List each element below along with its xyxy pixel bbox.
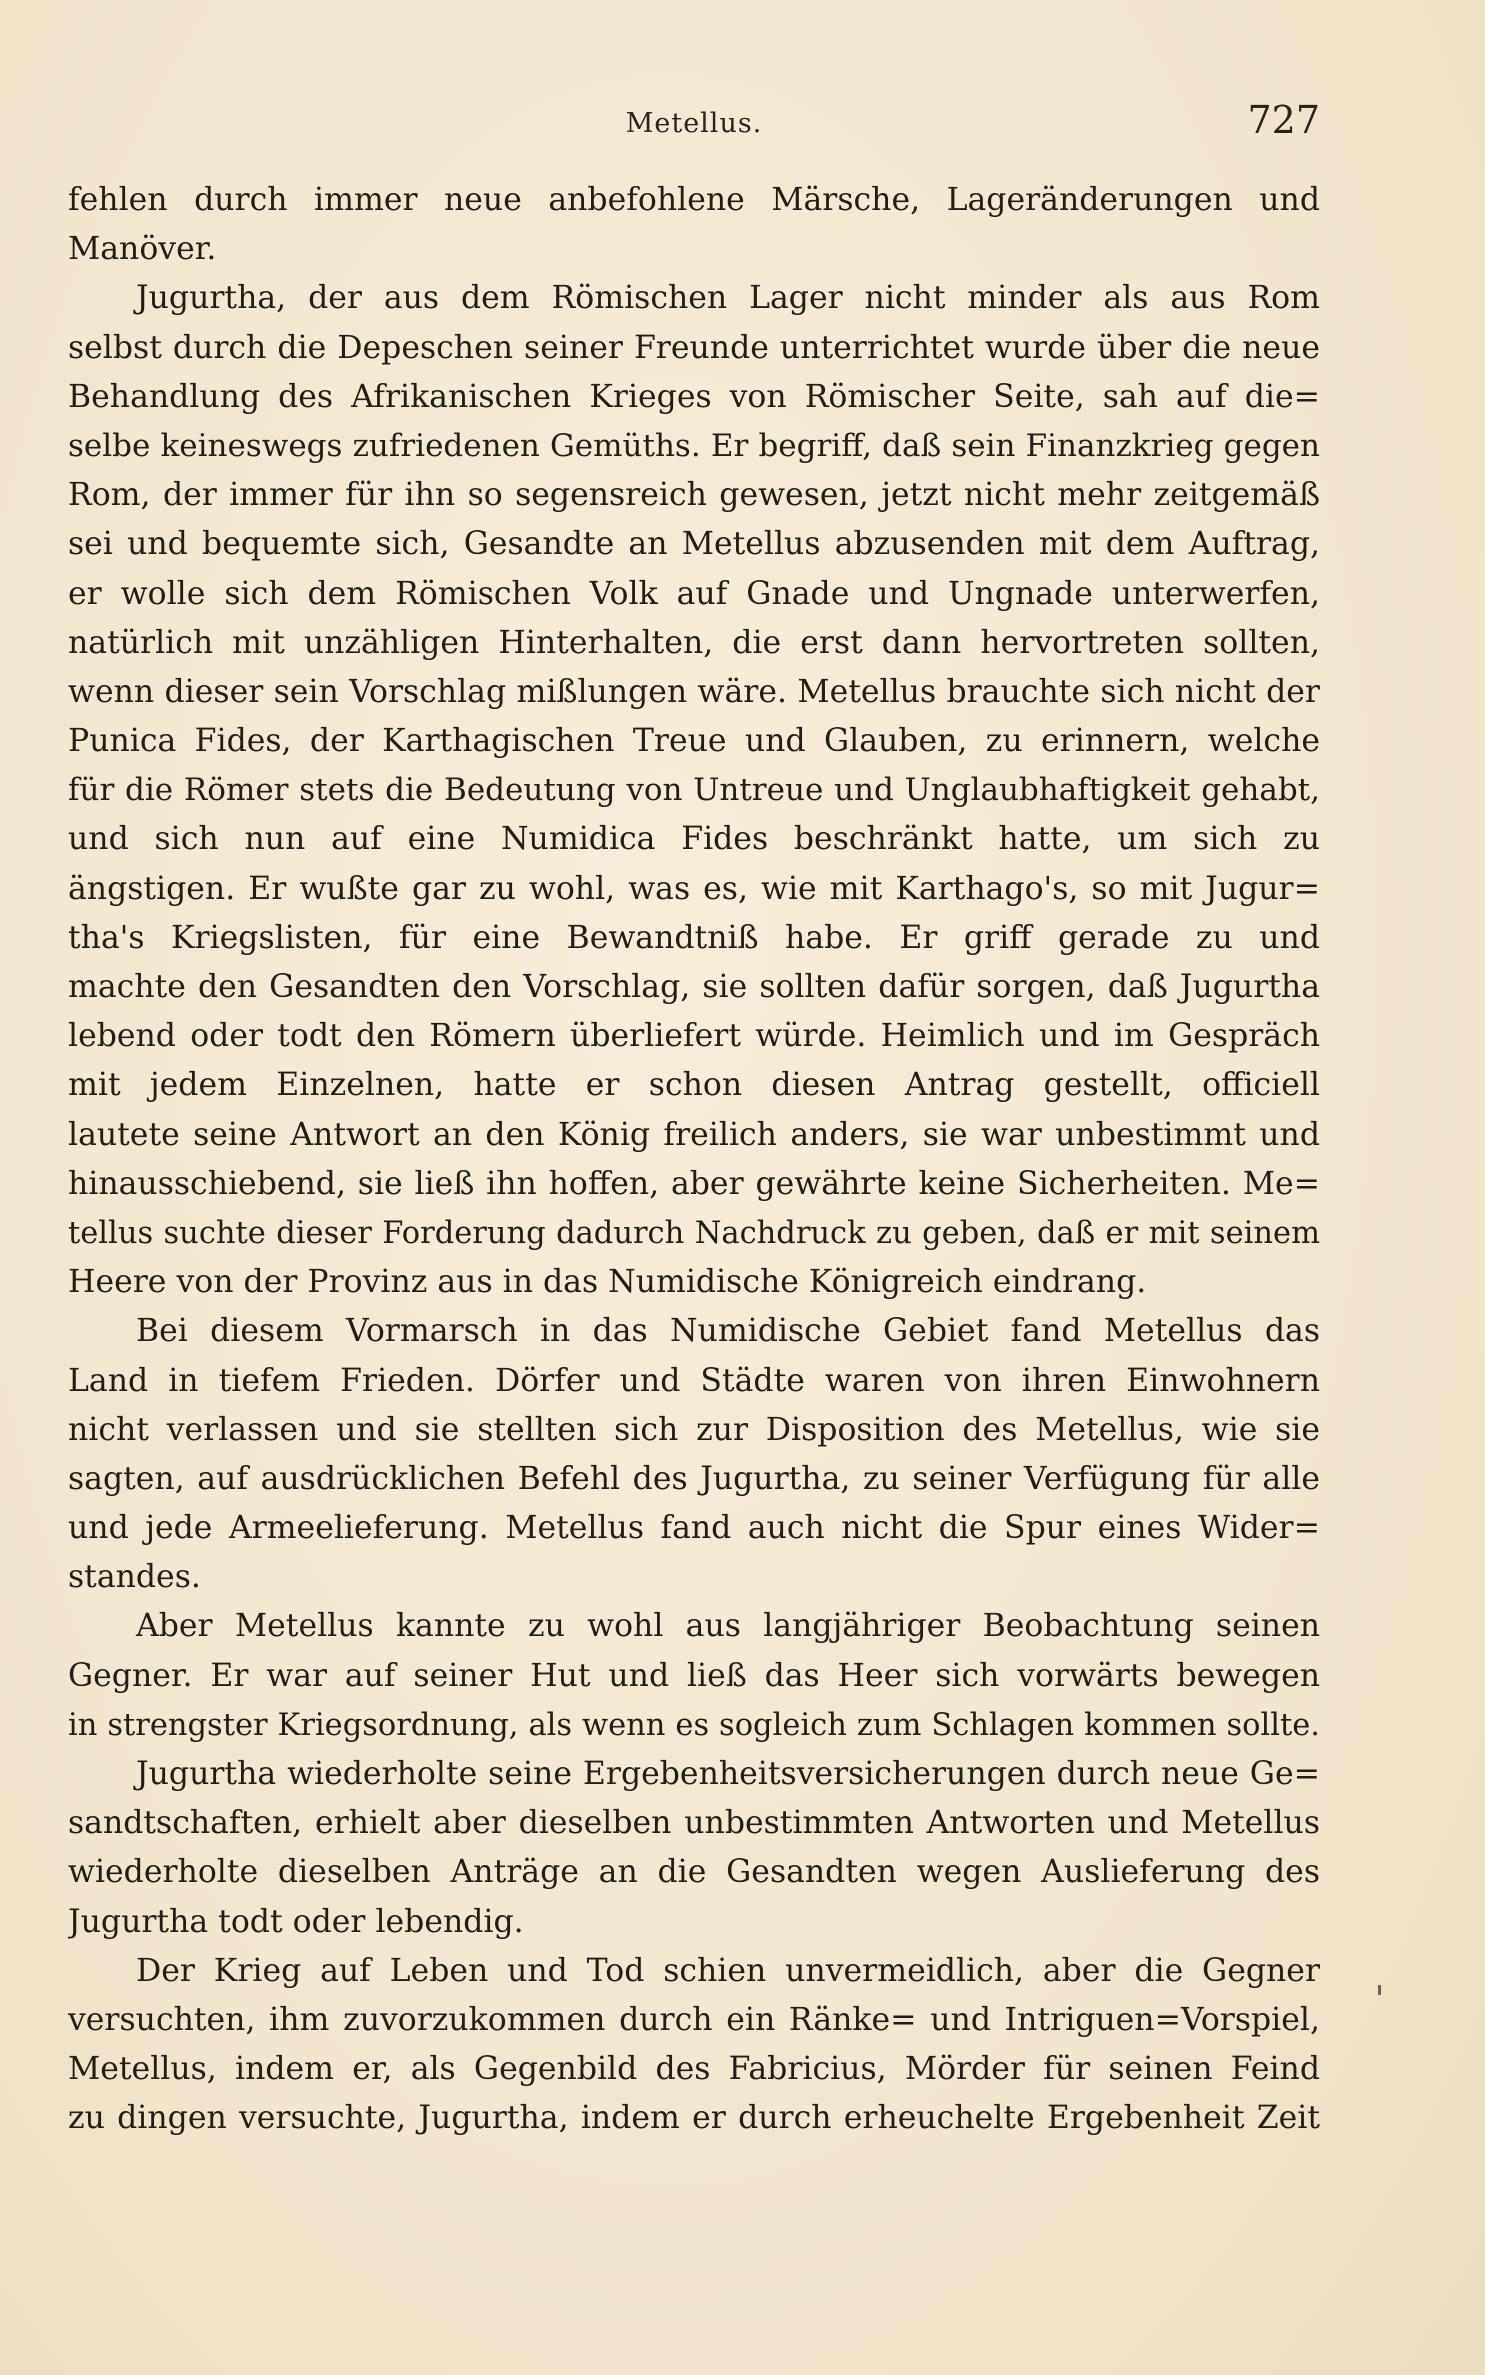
text-line: fehlen durch immer neue anbefohlene Märsche, Lageränderungen und	[68, 182, 1320, 218]
body-text	[68, 176, 1320, 2144]
text-line: zu dingen versuchte, Jugurtha, indem er durch erheuchelte Ergebenheit Zeit	[68, 2100, 1320, 2137]
paragraph-start-line: Jugurtha wiederholte seine Ergebenheitsversicherungen durch neue Ge=	[136, 1756, 1320, 1792]
page-number: 727	[1247, 98, 1320, 142]
running-header	[68, 96, 1320, 146]
text-line: natürlich mit unzähligen Hinterhalten, die erst dann hervortreten sollten,	[68, 624, 1320, 661]
text-line: er wolle sich dem Römischen Volk auf Gnade und Ungnade unterwerfen,	[68, 575, 1320, 612]
print-mark	[1378, 1985, 1381, 1995]
text-line: Punica Fides, der Karthagischen Treue und Glauben, zu erinnern, welche	[68, 723, 1320, 760]
text-line: wenn dieser sein Vorschlag mißlungen wäre. Metellus brauchte sich nicht der	[68, 673, 1320, 710]
text-line: lautete seine Antwort an den König freilich anders, sie war unbestimmt und	[68, 1116, 1320, 1153]
header-title: Metellus.	[625, 108, 763, 139]
text-line: hinausschiebend, sie ließ ihn hoffen, aber gewährte keine Sicherheiten. Me=	[68, 1165, 1320, 1202]
text-line: selbst durch die Depeschen seiner Freunde unterrichtet wurde über die neue	[68, 329, 1320, 366]
text-line: sandtschaften, erhielt aber dieselben unbestimmten Antworten und Metellus	[68, 1805, 1320, 1842]
text-line: sagten, auf ausdrücklichen Befehl des Jugurtha, zu seiner Verfügung für alle	[68, 1460, 1320, 1497]
text-line: Metellus, indem er, als Gegenbild des Fabricius, Mörder für seinen Feind	[68, 2051, 1320, 2088]
text-line: Manöver.	[68, 231, 217, 268]
text-line: Heere von der Provinz aus in das Numidische Königreich eindrang.	[68, 1264, 1147, 1301]
text-line: und jede Armeelieferung. Metellus fand auch nicht die Spur eines Wider=	[68, 1510, 1320, 1547]
text-line: ängstigen. Er wußte gar zu wohl, was es, wie mit Karthago's, so mit Jugur=	[68, 870, 1320, 907]
text-line: Land in tiefem Frieden. Dörfer und Städte waren von ihren Einwohnern	[68, 1362, 1320, 1399]
text-line: Rom, der immer für ihn so segensreich gewesen, jetzt nicht mehr zeitgemäß	[68, 477, 1320, 514]
text-line: lebend oder todt den Römern überliefert würde. Heimlich und im Gespräch	[68, 1018, 1320, 1055]
text-line: wiederholte dieselben Anträge an die Gesandten wegen Auslieferung des	[68, 1854, 1320, 1891]
text-line: Jugurtha todt oder lebendig.	[68, 1903, 524, 1940]
text-line: Behandlung des Afrikanischen Krieges von Römischer Seite, sah auf die=	[68, 378, 1320, 415]
paragraph-start-line: Bei diesem Vormarsch in das Numidische Gebiet fand Metellus das	[136, 1313, 1320, 1350]
text-line: in strengster Kriegsordnung, als wenn es sogleich zum Schlagen kommen sollte.	[68, 1707, 1320, 1743]
paragraph-start-line: Aber Metellus kannte zu wohl aus langjähriger Beobachtung seinen	[136, 1608, 1320, 1645]
text-line: für die Römer stets die Bedeutung von Untreue und Unglaubhaftigkeit gehabt,	[68, 772, 1320, 809]
text-line: nicht verlassen und sie stellten sich zur Disposition des Metellus, wie sie	[68, 1411, 1320, 1448]
text-line: mit jedem Einzelnen, hatte er schon diesen Antrag gestellt, officiell	[68, 1067, 1320, 1104]
text-line: machte den Gesandten den Vorschlag, sie sollten dafür sorgen, daß Jugurtha	[68, 969, 1320, 1005]
text-line: tha's Kriegslisten, für eine Bewandtniß habe. Er griff gerade zu und	[68, 919, 1320, 956]
paragraph-start-line: Der Krieg auf Leben und Tod schien unvermeidlich, aber die Gegner	[136, 1952, 1320, 1989]
text-line: standes.	[68, 1559, 201, 1596]
paragraph-start-line: Jugurtha, der aus dem Römischen Lager nicht minder als aus Rom	[136, 280, 1320, 317]
text-line: und sich nun auf eine Numidica Fides beschränkt hatte, um sich zu	[68, 821, 1320, 858]
text-line: sei und bequemte sich, Gesandte an Metellus abzusenden mit dem Auftrag,	[68, 526, 1320, 563]
text-line: selbe keineswegs zufriedenen Gemüths. Er begriff, daß sein Finanzkrieg gegen	[68, 427, 1320, 464]
text-line: Gegner. Er war auf seiner Hut und ließ das Heer sich vorwärts bewegen	[68, 1657, 1320, 1694]
text-line: versuchten, ihm zuvorzukommen durch ein Ränke= und Intriguen=Vorspiel,	[68, 2001, 1320, 2038]
text-line: tellus suchte dieser Forderung dadurch Nachdruck zu geben, daß er mit seinem	[68, 1215, 1320, 1251]
